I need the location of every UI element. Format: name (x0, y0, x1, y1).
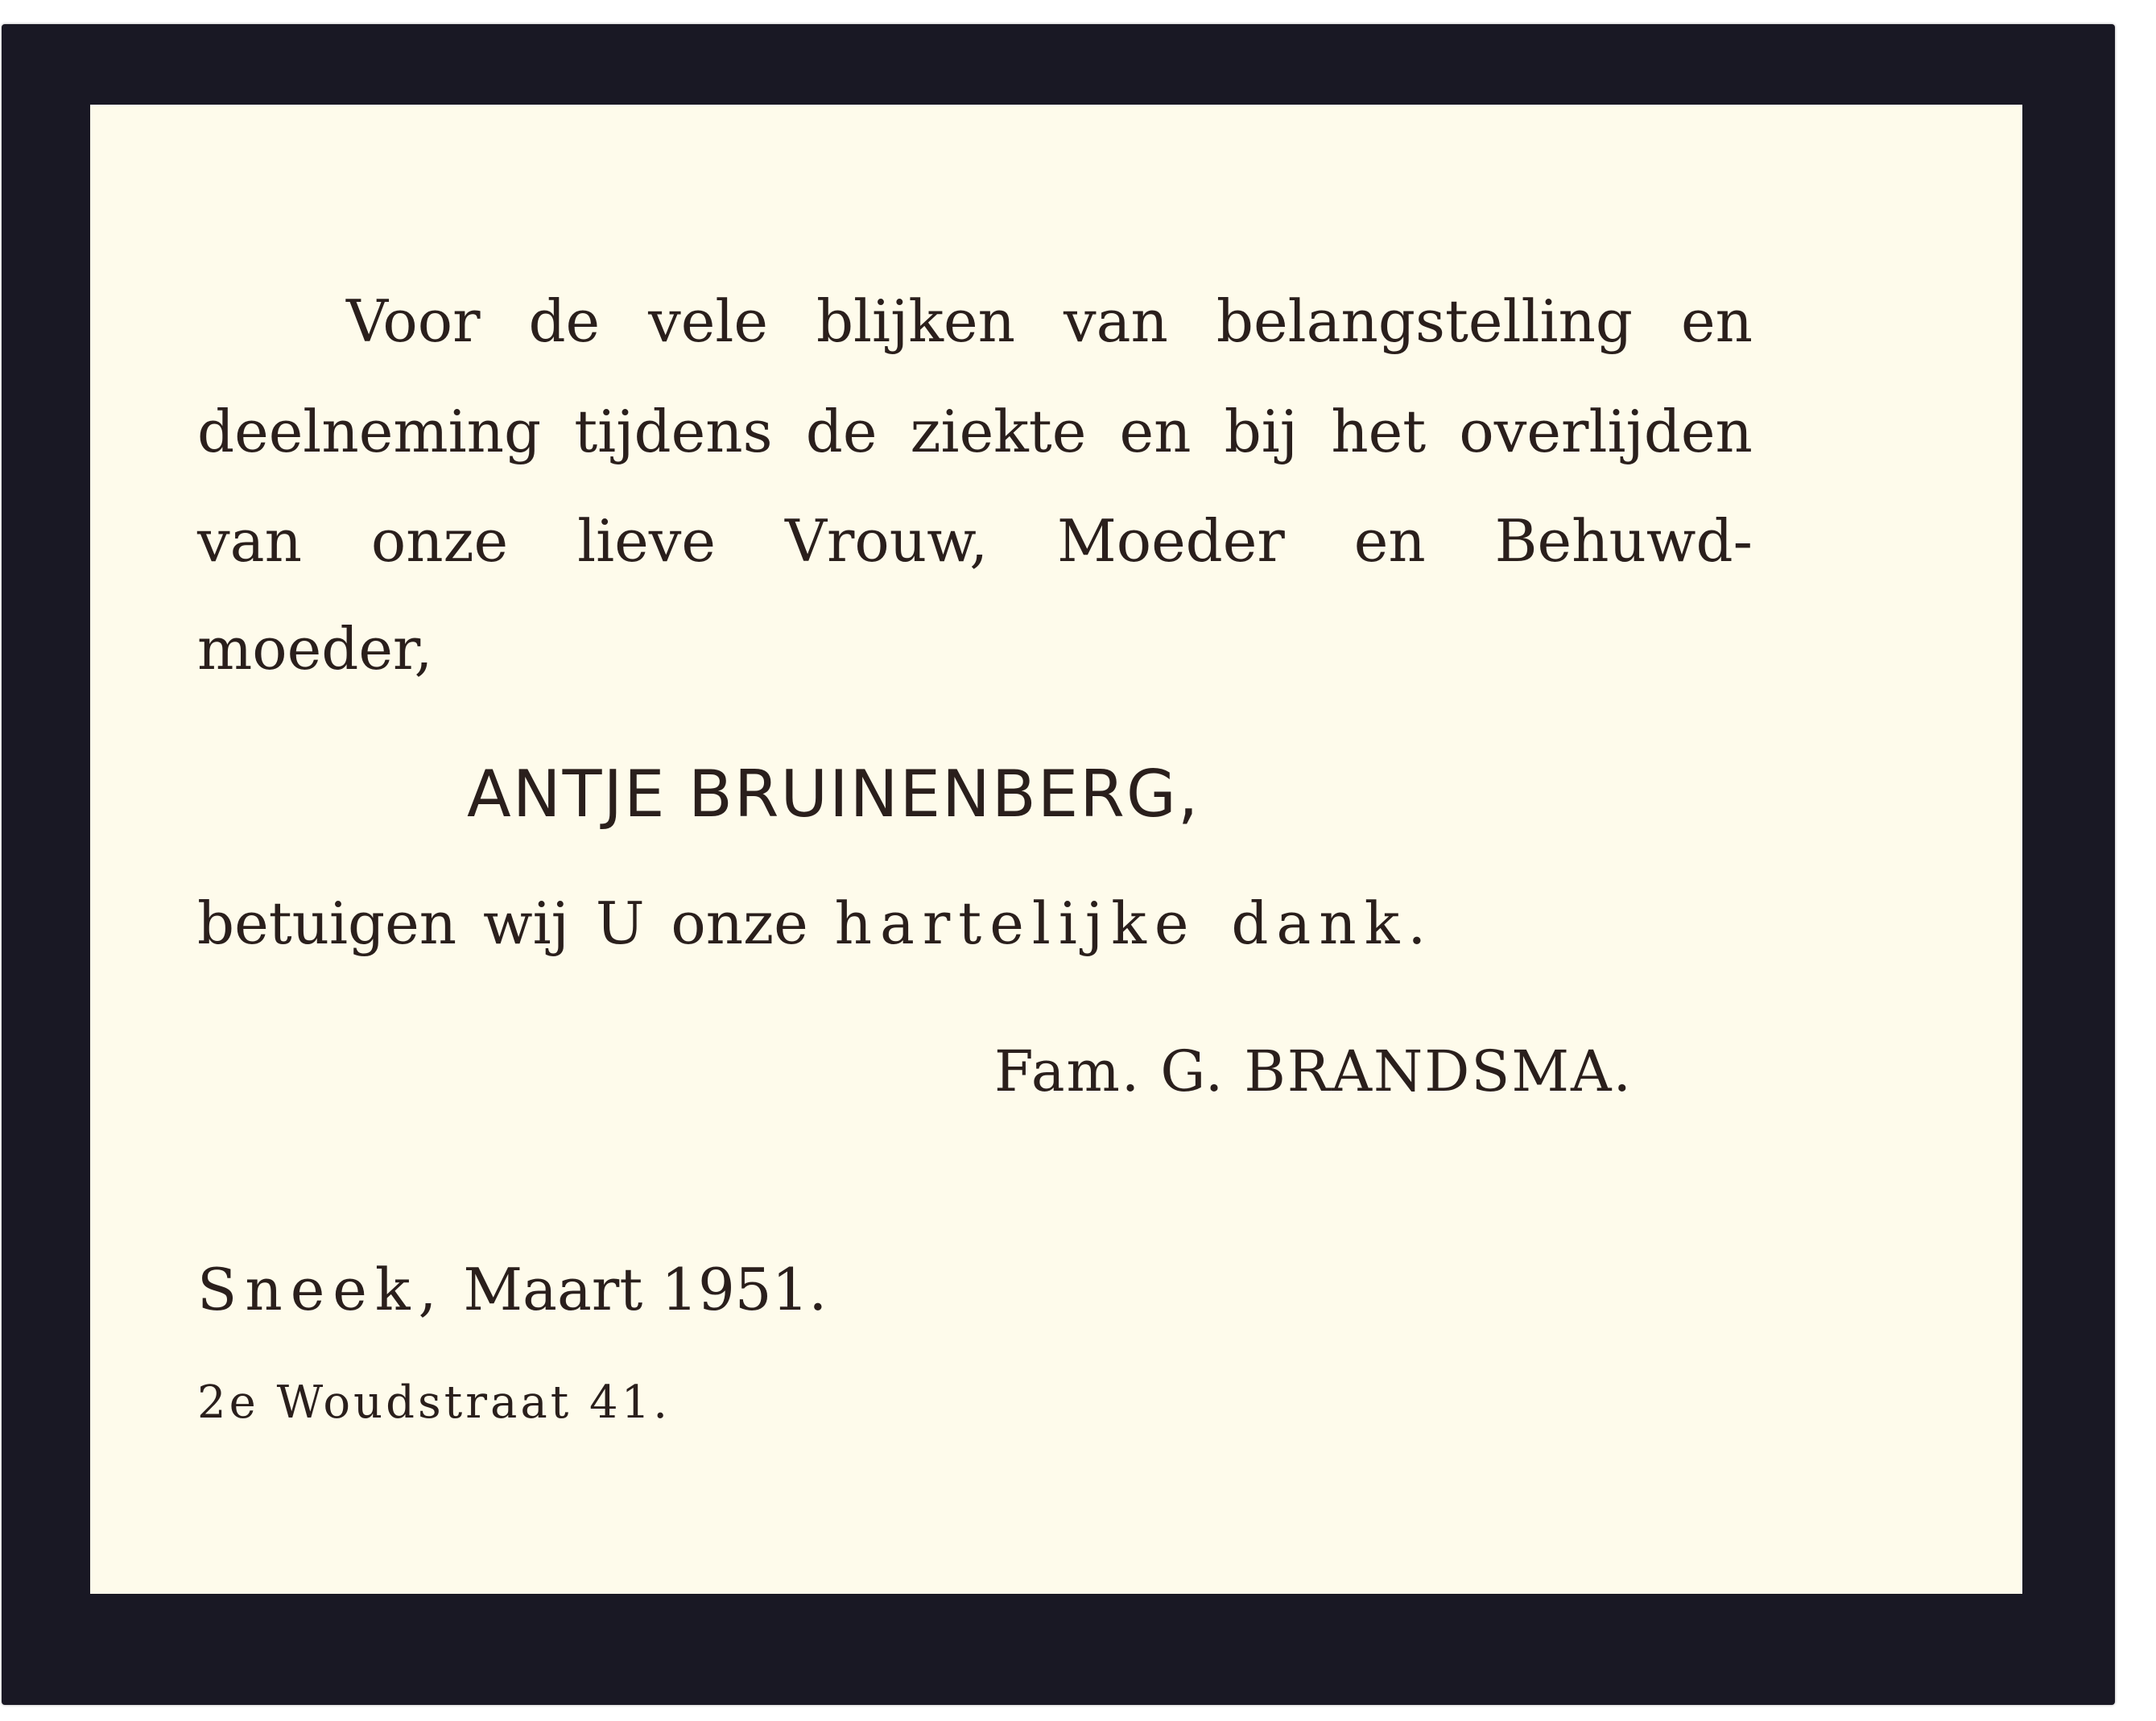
word: overlijden (1459, 398, 1753, 465)
word: belangstelling (1216, 287, 1634, 355)
word: het (1331, 398, 1427, 465)
word: Vrouw, (784, 507, 989, 575)
word: en (1680, 287, 1753, 355)
word: bij (1224, 398, 1299, 465)
word: lieve (577, 507, 717, 575)
word: van (197, 507, 302, 575)
word: van (1063, 287, 1168, 355)
word: Voor (346, 287, 481, 355)
word: ziekte (910, 398, 1087, 465)
family-signature: Fam. G. BRANDSMA. (994, 1038, 1633, 1104)
message-line-2 (197, 398, 1753, 465)
thanks-prefix: betuigen wij U onze (197, 889, 808, 957)
word: moeder, (197, 615, 433, 683)
deceased-name: ANTJE BRUINENBERG, (467, 757, 1200, 832)
message-line-4 (197, 615, 1753, 683)
thanks-line (197, 889, 1434, 957)
word: en (1353, 507, 1426, 575)
date: Maart 1951. (463, 1256, 828, 1323)
message-line-3 (197, 507, 1753, 575)
word: de (805, 398, 878, 465)
place: Sneek, (197, 1256, 445, 1323)
word: deelneming (197, 398, 542, 465)
word: de (528, 287, 601, 355)
mourning-card-border (2, 24, 2115, 1705)
place-date-line (197, 1256, 827, 1323)
word: onze (370, 507, 509, 575)
word: tijdens (574, 398, 773, 465)
word: Behuwd- (1494, 507, 1753, 575)
word: blijken (816, 287, 1016, 355)
thanks-spaced-text: hartelijke dank. (834, 889, 1435, 957)
word: Moeder (1057, 507, 1285, 575)
message-line-1 (346, 287, 1753, 355)
word: vele (648, 287, 768, 355)
word: en (1119, 398, 1192, 465)
address: 2e Woudstraat 41. (197, 1376, 671, 1429)
